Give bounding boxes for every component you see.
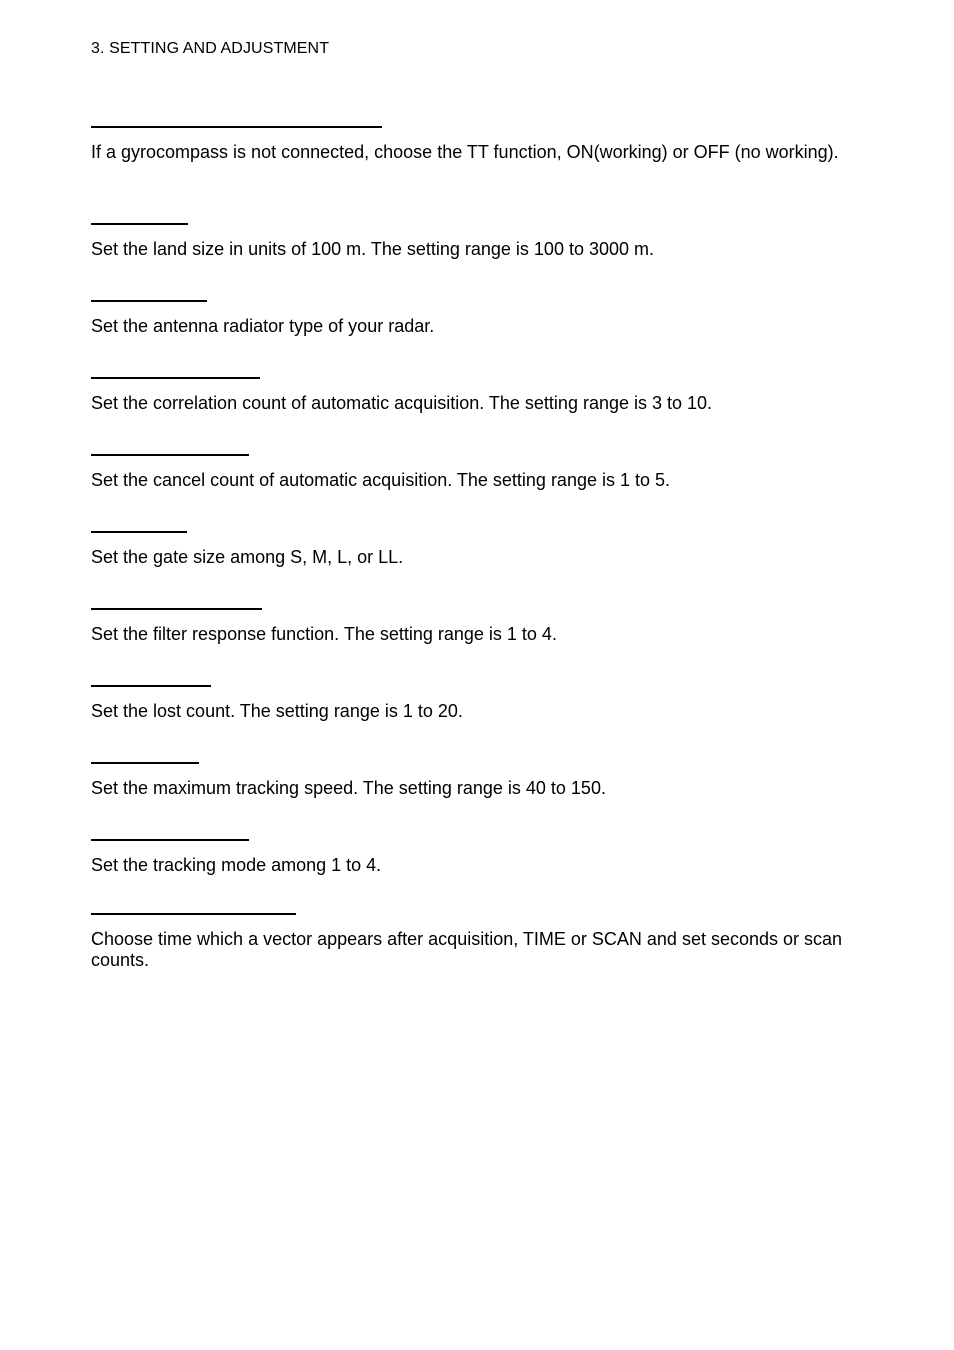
heading-rule xyxy=(91,454,249,456)
heading-rule xyxy=(91,913,296,915)
section-max-speed xyxy=(91,762,851,799)
section-correlation-count xyxy=(91,377,851,414)
section-description: Set the tracking mode among 1 to 4. xyxy=(91,855,382,875)
heading-rule xyxy=(91,300,207,302)
section-gate-size xyxy=(91,531,851,568)
section-tracking-mode xyxy=(91,839,851,876)
section-description: Set the antenna radiator type of your radar. xyxy=(91,316,435,336)
section-description: Set the land size in units of 100 m. The setting range is 100 to 3000 m. xyxy=(91,239,655,259)
heading-rule xyxy=(91,126,382,128)
section-tt-function xyxy=(91,126,851,163)
heading-rule xyxy=(91,377,260,379)
section-lost-count xyxy=(91,685,851,722)
section-vector-appearance xyxy=(91,913,851,971)
page-header: 3. SETTING AND ADJUSTMENT xyxy=(91,40,330,57)
section-description: Set the filter response function. The setting range is 1 to 4. xyxy=(91,624,557,644)
heading-rule xyxy=(91,531,187,533)
section-description: Choose time which a vector appears after acquisition, TIME or SCAN and set seconds or scan counts. xyxy=(91,929,843,970)
section-antenna-type xyxy=(91,300,851,337)
section-description: Set the cancel count of automatic acquisition. The setting range is 1 to 5. xyxy=(91,470,671,490)
heading-rule xyxy=(91,685,211,687)
section-description: Set the maximum tracking speed. The setting range is 40 to 150. xyxy=(91,778,606,798)
section-filter-response xyxy=(91,608,851,645)
heading-rule xyxy=(91,839,249,841)
section-description: If a gyrocompass is not connected, choose the TT function, ON(working) or OFF (no working). xyxy=(91,142,839,162)
section-cancel-count xyxy=(91,454,851,491)
section-description: Set the correlation count of automatic acquisition. The setting range is 3 to 10. xyxy=(91,393,713,413)
section-description: Set the gate size among S, M, L, or LL. xyxy=(91,547,404,567)
heading-rule xyxy=(91,608,262,610)
heading-rule xyxy=(91,223,188,225)
section-description: Set the lost count. The setting range is 1 to 20. xyxy=(91,701,463,721)
section-land-size xyxy=(91,223,851,260)
heading-rule xyxy=(91,762,199,764)
